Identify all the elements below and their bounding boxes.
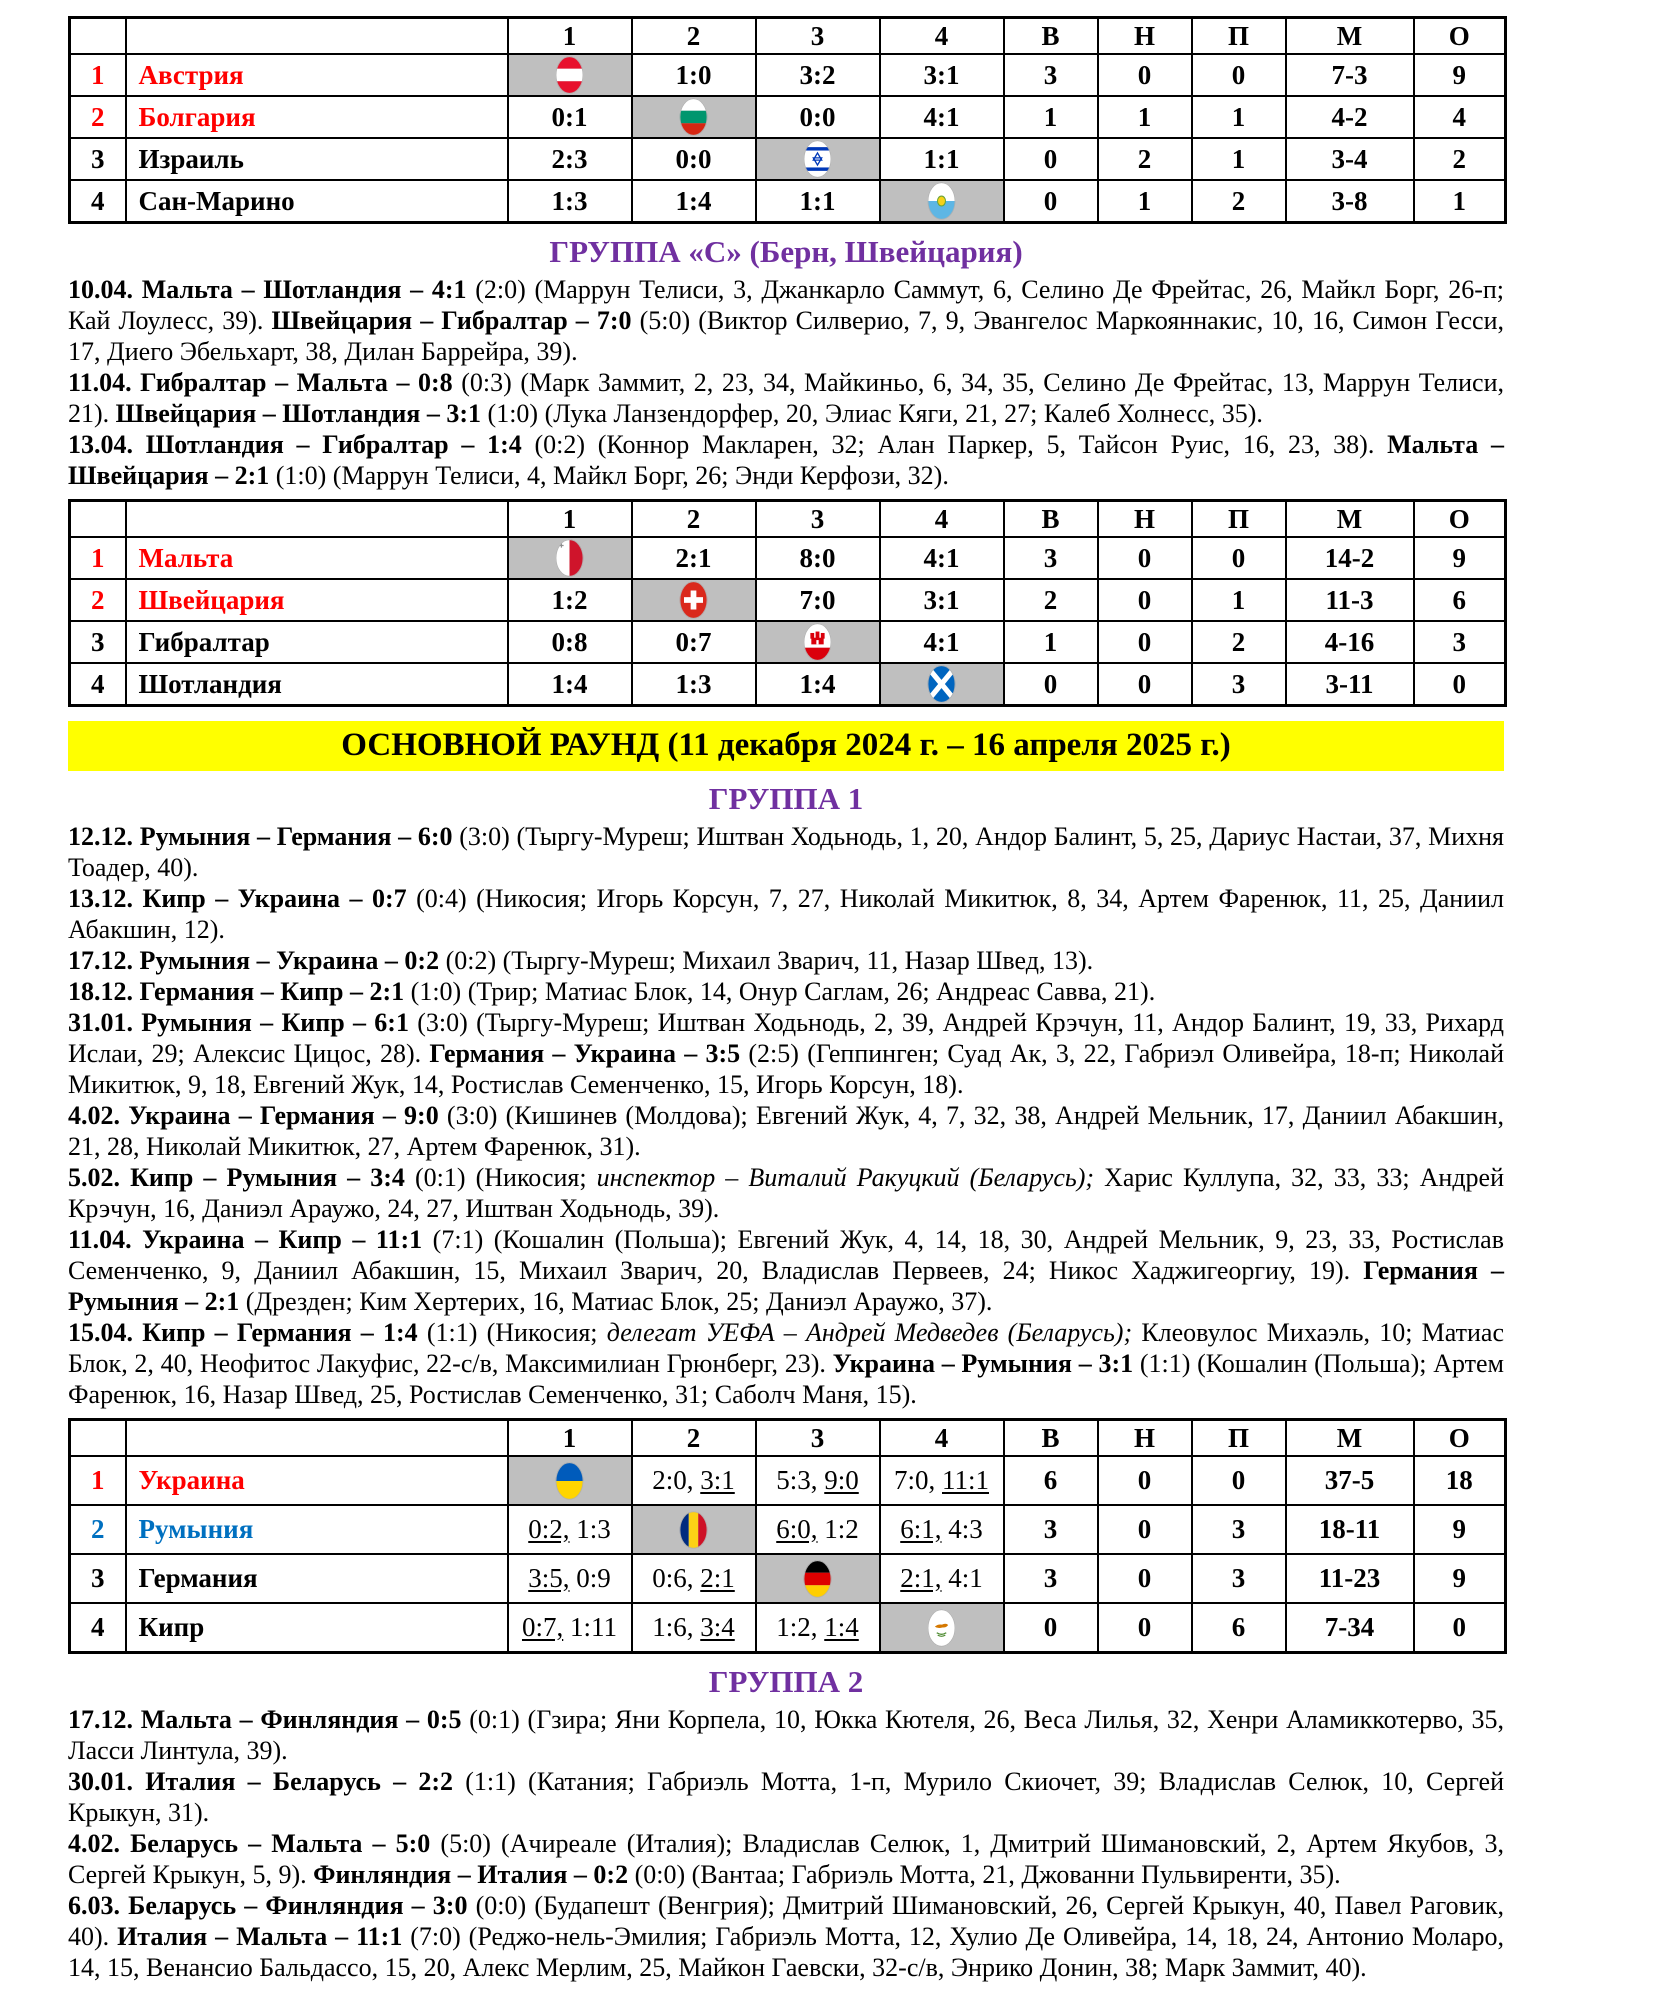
column-header-cell: 2 [632,1420,756,1457]
match-results-paragraph: 12.12. Румыния – Германия – 6:0 (3:0) (Тыргу-Муреш; Иштван Ходьнодь, 1, 20, Андор Балинт, 5, 25, Дариус Настаи, 37, Михня Тоадер, 40). [68,822,1504,882]
stat-cell: 2 [1098,138,1192,180]
score-cell: 1:0 [632,54,756,96]
stat-cell: 7-3 [1286,54,1414,96]
stat-cell: 1 [1192,138,1286,180]
qualifying-group-table-slot [68,16,1504,224]
score-cell: 2:1 [632,537,756,579]
stat-cell: 0 [1004,180,1098,223]
stat-cell: 3 [1414,621,1506,663]
group-1-heading: ГРУППА 1 [708,781,864,816]
column-header-cell: 1 [508,18,632,55]
stat-cell: 1 [1098,180,1192,223]
group-1-table-slot [68,1418,1504,1654]
table-row [70,54,1506,96]
score-cell: 2:3 [508,138,632,180]
romania-flag-icon [679,1511,708,1549]
stat-cell: 14-2 [1286,537,1414,579]
team-name-cell: Израиль [126,138,508,180]
column-header-cell: П [1192,18,1286,55]
column-header-cell: 4 [880,1420,1004,1457]
stat-cell: 0 [1098,1456,1192,1505]
score-cell: 3:1 [880,579,1004,621]
switzerland-flag-icon [679,581,708,619]
stat-cell: 3 [1192,663,1286,706]
team-name-cell: Румыния [126,1505,508,1554]
flag-cell [880,180,1004,223]
team-name-cell: Австрия [126,54,508,96]
team-name-cell: Швейцария [126,579,508,621]
match-results-paragraph: 17.12. Румыния – Украина – 0:2 (0:2) (Тыргу-Муреш; Михаил Зварич, 11, Назар Швед, 13). [68,946,1094,975]
score-cell: 2:1, 4:1 [880,1554,1004,1603]
flag-cell [632,579,756,621]
stat-cell: 0 [1192,1456,1286,1505]
stat-cell: 6 [1414,579,1506,621]
score-cell: 1:6, 3:4 [632,1603,756,1653]
column-header-cell [126,1420,508,1457]
stat-cell: 3 [1004,1505,1098,1554]
table-row [70,579,1506,621]
column-header-cell [126,501,508,538]
stat-cell: 0 [1004,663,1098,706]
stat-cell: 0 [1414,663,1506,706]
column-header-cell: 2 [632,501,756,538]
israel-flag-icon [803,140,832,178]
rank-cell: 2 [70,1505,126,1554]
standings-table [68,16,1507,224]
score-cell: 3:1 [880,54,1004,96]
main-round-banner: ОСНОВНОЙ РАУНД (11 декабря 2024 г. – 16 апреля 2025 г.) [68,721,1504,771]
san-marino-flag-icon [927,182,956,220]
score-cell: 1:2, 1:4 [756,1603,880,1653]
group-2-heading: ГРУППА 2 [708,1664,864,1699]
group-c-results-text [68,274,1504,491]
stat-cell: 1 [1098,96,1192,138]
stat-cell: 4 [1414,96,1506,138]
stat-cell: 1 [1414,180,1506,223]
score-cell: 1:3 [632,663,756,706]
stat-cell: 4-16 [1286,621,1414,663]
column-header-cell: 1 [508,1420,632,1457]
standings-table [68,1418,1507,1654]
stat-cell: 3 [1192,1505,1286,1554]
score-cell: 3:2 [756,54,880,96]
column-header-cell: М [1286,501,1414,538]
stat-cell: 1 [1004,96,1098,138]
group-2-results-text [68,1704,1504,1983]
flag-cell [756,621,880,663]
column-header-cell [126,18,508,55]
score-cell: 1:3 [508,180,632,223]
column-header-cell: П [1192,1420,1286,1457]
stat-cell: 0 [1098,54,1192,96]
stat-cell: 2 [1414,138,1506,180]
score-cell: 1:4 [756,663,880,706]
stat-cell: 3-4 [1286,138,1414,180]
column-header-cell: 2 [632,18,756,55]
ukraine-flag-icon [555,1462,584,1500]
match-results-paragraph: 11.04. Украина – Кипр – 11:1 (7:1) (Кошалин (Польша); Евгений Жук, 4, 14, 18, 30, Андрей Мельник, 9, 23, 33, Ростислав Семенченко, 9, Даниил Абакшин, 15, Михаил Зварич, 20, Владислав Первеев, 24; Никос Хаджигеоргиу, 19). Германия – Румыния – 2:1 (Дрезден; Ким Хертерих, 16, Матиас Блок, 25; Даниэл Араужо, 37). [68,1225,1505,1316]
column-header-cell: 4 [880,501,1004,538]
column-header-cell: П [1192,501,1286,538]
table-row [70,96,1506,138]
score-cell: 0:7, 1:11 [508,1603,632,1653]
column-header-cell: М [1286,1420,1414,1457]
flag-cell [756,1554,880,1603]
table-row [70,1603,1506,1653]
table-row [70,663,1506,706]
score-cell: 1:1 [880,138,1004,180]
column-header-cell: О [1414,18,1506,55]
bulgaria-flag-icon [679,98,708,136]
flag-cell [508,54,632,96]
score-cell: 0:2, 1:3 [508,1505,632,1554]
score-cell: 0:8 [508,621,632,663]
match-results-paragraph: 4.02. Беларусь – Мальта – 5:0 (5:0) (Ачиреале (Италия); Владислав Селюк, 1, Дмитрий Шимановский, 2, Артем Якубов, 3, Сергей Крыкун, 5, 9). Финляндия – Италия – 0:2 (0:0) (Вантаа; Габриэль Мотта, 21, Джованни Пульвиренти, 35). [68,1829,1504,1889]
column-header-cell: В [1004,1420,1098,1457]
stat-cell: 0 [1098,1603,1192,1653]
stat-cell: 1 [1192,579,1286,621]
scotland-flag-icon [927,665,956,703]
column-header-cell [70,1420,126,1457]
table-header-row [70,501,1506,538]
stat-cell: 11-3 [1286,579,1414,621]
score-cell: 1:4 [508,663,632,706]
match-results-paragraph: 13.12. Кипр – Украина – 0:7 (0:4) (Никосия; Игорь Корсун, 7, 27, Николай Микитюк, 8, 34, Артем Фаренюк, 11, 25, Даниил Абакшин, 12). [68,884,1504,944]
flag-cell [632,1505,756,1554]
table-header-row [70,18,1506,55]
table-header-row [70,1420,1506,1457]
team-name-cell: Гибралтар [126,621,508,663]
stat-cell: 0 [1004,1603,1098,1653]
match-results-paragraph: 11.04. Гибралтар – Мальта – 0:8 (0:3) (Марк Заммит, 2, 23, 34, Майкиньо, 6, 34, 35, Селино Де Фрейтас, 13, Маррун Телиси, 21). Швейцария – Шотландия – 3:1 (1:0) (Лука Ланзендорфер, 20, Элиас Кяги, 21, 27; Калеб Холнесс, 35). [68,368,1504,428]
rank-cell: 4 [70,663,126,706]
cyprus-flag-icon [927,1609,956,1647]
stat-cell: 0 [1414,1603,1506,1653]
stat-cell: 9 [1414,1505,1506,1554]
score-cell: 4:1 [880,537,1004,579]
stat-cell: 0 [1098,537,1192,579]
flag-cell [632,96,756,138]
rank-cell: 3 [70,621,126,663]
rank-cell: 3 [70,138,126,180]
stat-cell: 9 [1414,54,1506,96]
stat-cell: 2 [1004,579,1098,621]
team-name-cell: Шотландия [126,663,508,706]
rank-cell: 2 [70,96,126,138]
stat-cell: 1 [1004,621,1098,663]
stat-cell: 3 [1004,1554,1098,1603]
stat-cell: 2 [1192,180,1286,223]
stat-cell: 3-11 [1286,663,1414,706]
stat-cell: 6 [1192,1603,1286,1653]
rank-cell: 3 [70,1554,126,1603]
match-results-paragraph: 4.02. Украина – Германия – 9:0 (3:0) (Кишинев (Молдова); Евгений Жук, 4, 7, 32, 38, Андрей Мельник, 17, Даниил Абакшин, 21, 28, Николай Микитюк, 27, Артем Фаренюк, 31). [68,1101,1504,1161]
column-header-cell: В [1004,501,1098,538]
group-1-results-text [68,821,1504,1410]
stat-cell: 11-23 [1286,1554,1414,1603]
stat-cell: 18-11 [1286,1505,1414,1554]
flag-cell [880,663,1004,706]
table-row [70,621,1506,663]
stat-cell: 3 [1004,54,1098,96]
score-cell: 1:2 [508,579,632,621]
stat-cell: 0 [1098,621,1192,663]
column-header-cell: Н [1098,18,1192,55]
rank-cell: 1 [70,54,126,96]
score-cell: 0:7 [632,621,756,663]
column-header-cell: М [1286,18,1414,55]
column-header-cell: О [1414,501,1506,538]
table-row [70,180,1506,223]
stat-cell: 0 [1098,1554,1192,1603]
stat-cell: 6 [1004,1456,1098,1505]
team-name-cell: Украина [126,1456,508,1505]
score-cell: 8:0 [756,537,880,579]
stat-cell: 0 [1098,663,1192,706]
score-cell: 1:4 [632,180,756,223]
column-header-cell: 3 [756,18,880,55]
match-results-paragraph: 15.04. Кипр – Германия – 1:4 (1:1) (Никосия; делегат УЕФА – Андрей Медведев (Беларусь); Клеовулос Михаэль, 10; Матиас Блок, 2, 40, Неофитос Лакуфис, 22-с/в, Максимилиан Грюнберг, 23). Украина – Румыния – 3:1 (1:1) (Кошалин (Польша); Артем Фаренюк, 16, Назар Швед, 25, Ростислав Семенченко, 31; Саболч Маня, 15). [68,1318,1504,1409]
match-results-paragraph: 5.02. Кипр – Румыния – 3:4 (0:1) (Никосия; инспектор – Виталий Ракуцкий (Беларусь); Харис Куллупа, 32, 33, 33; Андрей Крэчун, 16, Даниэл Араужо, 24, 27, Иштван Ходьнодь, 39). [68,1163,1504,1223]
score-cell: 0:0 [632,138,756,180]
match-results-paragraph: 31.01. Румыния – Кипр – 6:1 (3:0) (Тыргу-Муреш; Иштван Ходьнодь, 2, 39, Андрей Крэчун, 11, Андор Балинт, 19, 33, Рихард Ислаи, 29; Алексис Цицос, 28). Германия – Украина – 3:5 (2:5) (Геппинген; Суад Ак, 3, 22, Габриэл Оливейра, 18-п; Николай Микитюк, 9, 18, Евгений Жук, 14, Ростислав Семенченко, 15, Игорь Корсун, 18). [68,1008,1504,1099]
stat-cell: 3 [1004,537,1098,579]
match-results-paragraph: 6.03. Беларусь – Финляндия – 3:0 (0:0) (Будапешт (Венгрия); Дмитрий Шимановский, 26, Сергей Крыкун, 40, Павел Раговик, 40). Италия – Мальта – 11:1 (7:0) (Реджо-нель-Эмилия; Габриэль Мотта, 12, Хулио Де Оливейра, 14, 18, 24, Антонио Моларо, 14, 15, Венансио Бальдассо, 15, 20, Алекс Мерлим, 25, Майкон Гаевски, 32-с/в, Энрико Донин, 38; Марк Заммит, 40). [68,1891,1504,1982]
match-results-paragraph: 30.01. Италия – Беларусь – 2:2 (1:1) (Катания; Габриэль Мотта, 1-п, Мурило Скиочет, 39; Владислав Селюк, 10, Сергей Крыкун, 31). [68,1767,1504,1827]
match-results-paragraph: 17.12. Мальта – Финляндия – 0:5 (0:1) (Гзира; Яни Корпела, 10, Юкка Кютеля, 26, Веса Лилья, 32, Хенри Аламиккотерво, 35, Ласси Линтула, 39). [68,1705,1504,1765]
score-cell: 0:6, 2:1 [632,1554,756,1603]
austria-flag-icon [555,56,584,94]
stat-cell: 7-34 [1286,1603,1414,1653]
gibraltar-flag-icon [803,623,832,661]
score-cell: 2:0, 3:1 [632,1456,756,1505]
match-results-paragraph: 13.04. Шотландия – Гибралтар – 1:4 (0:2) (Коннор Макларен, 32; Алан Паркер, 5, Тайсон Руис, 16, 23, 38). Мальта – Швейцария – 2:1 (1:0) (Маррун Телиси, 4, Майкл Борг, 26; Энди Керфози, 32). [68,430,1504,490]
flag-cell [508,1456,632,1505]
flag-cell [756,138,880,180]
score-cell: 4:1 [880,621,1004,663]
score-cell: 0:1 [508,96,632,138]
column-header-cell: О [1414,1420,1506,1457]
stat-cell: 3-8 [1286,180,1414,223]
table-row [70,1505,1506,1554]
stat-cell: 37-5 [1286,1456,1414,1505]
team-name-cell: Кипр [126,1603,508,1653]
score-cell: 1:1 [756,180,880,223]
score-cell: 4:1 [880,96,1004,138]
table-row [70,1554,1506,1603]
score-cell: 6:1, 4:3 [880,1505,1004,1554]
stat-cell: 1 [1192,96,1286,138]
malta-flag-icon [555,539,584,577]
column-header-cell: Н [1098,501,1192,538]
table-row [70,1456,1506,1505]
match-results-paragraph: 18.12. Германия – Кипр – 2:1 (1:0) (Трир; Матиас Блок, 14, Онур Саглам, 26; Андреас Савва, 21). [68,977,1156,1006]
table-row [70,138,1506,180]
rank-cell: 2 [70,579,126,621]
germany-flag-icon [803,1560,832,1598]
stat-cell: 0 [1192,54,1286,96]
column-header-cell: 3 [756,1420,880,1457]
team-name-cell: Сан-Марино [126,180,508,223]
score-cell: 0:0 [756,96,880,138]
column-header-cell [70,501,126,538]
stat-cell: 9 [1414,1554,1506,1603]
score-cell: 5:3, 9:0 [756,1456,880,1505]
table-row [70,537,1506,579]
stat-cell: 0 [1192,537,1286,579]
stat-cell: 0 [1098,1505,1192,1554]
rank-cell: 1 [70,537,126,579]
stat-cell: 4-2 [1286,96,1414,138]
stat-cell: 3 [1192,1554,1286,1603]
column-header-cell [70,18,126,55]
stat-cell: 2 [1192,621,1286,663]
standings-table [68,499,1507,707]
score-cell: 3:5, 0:9 [508,1554,632,1603]
score-cell: 7:0, 11:1 [880,1456,1004,1505]
rank-cell: 1 [70,1456,126,1505]
score-cell: 6:0, 1:2 [756,1505,880,1554]
flag-cell [508,537,632,579]
group-c-heading: ГРУППА «С» (Берн, Швейцария) [549,234,1023,269]
group-c-table-slot [68,499,1504,707]
column-header-cell: 3 [756,501,880,538]
stat-cell: 18 [1414,1456,1506,1505]
column-header-cell: Н [1098,1420,1192,1457]
score-cell: 7:0 [756,579,880,621]
team-name-cell: Германия [126,1554,508,1603]
stat-cell: 9 [1414,537,1506,579]
rank-cell: 4 [70,180,126,223]
match-results-paragraph: 10.04. Мальта – Шотландия – 4:1 (2:0) (Маррун Телиси, 3, Джанкарло Саммут, 6, Селино Де Фрейтас, 26, Майкл Борг, 26-п; Кай Лоулесс, 39). Швейцария – Гибралтар – 7:0 (5:0) (Виктор Силверио, 7, 9, Эвангелос Маркояннакис, 10, 16, Симон Гесси, 17, Диего Эбельхарт, 38, Дилан Баррейра, 39). [68,275,1504,366]
team-name-cell: Болгария [126,96,508,138]
stat-cell: 0 [1098,579,1192,621]
team-name-cell: Мальта [126,537,508,579]
rank-cell: 4 [70,1603,126,1653]
column-header-cell: 4 [880,18,1004,55]
stat-cell: 0 [1004,138,1098,180]
flag-cell [880,1603,1004,1653]
column-header-cell: В [1004,18,1098,55]
column-header-cell: 1 [508,501,632,538]
